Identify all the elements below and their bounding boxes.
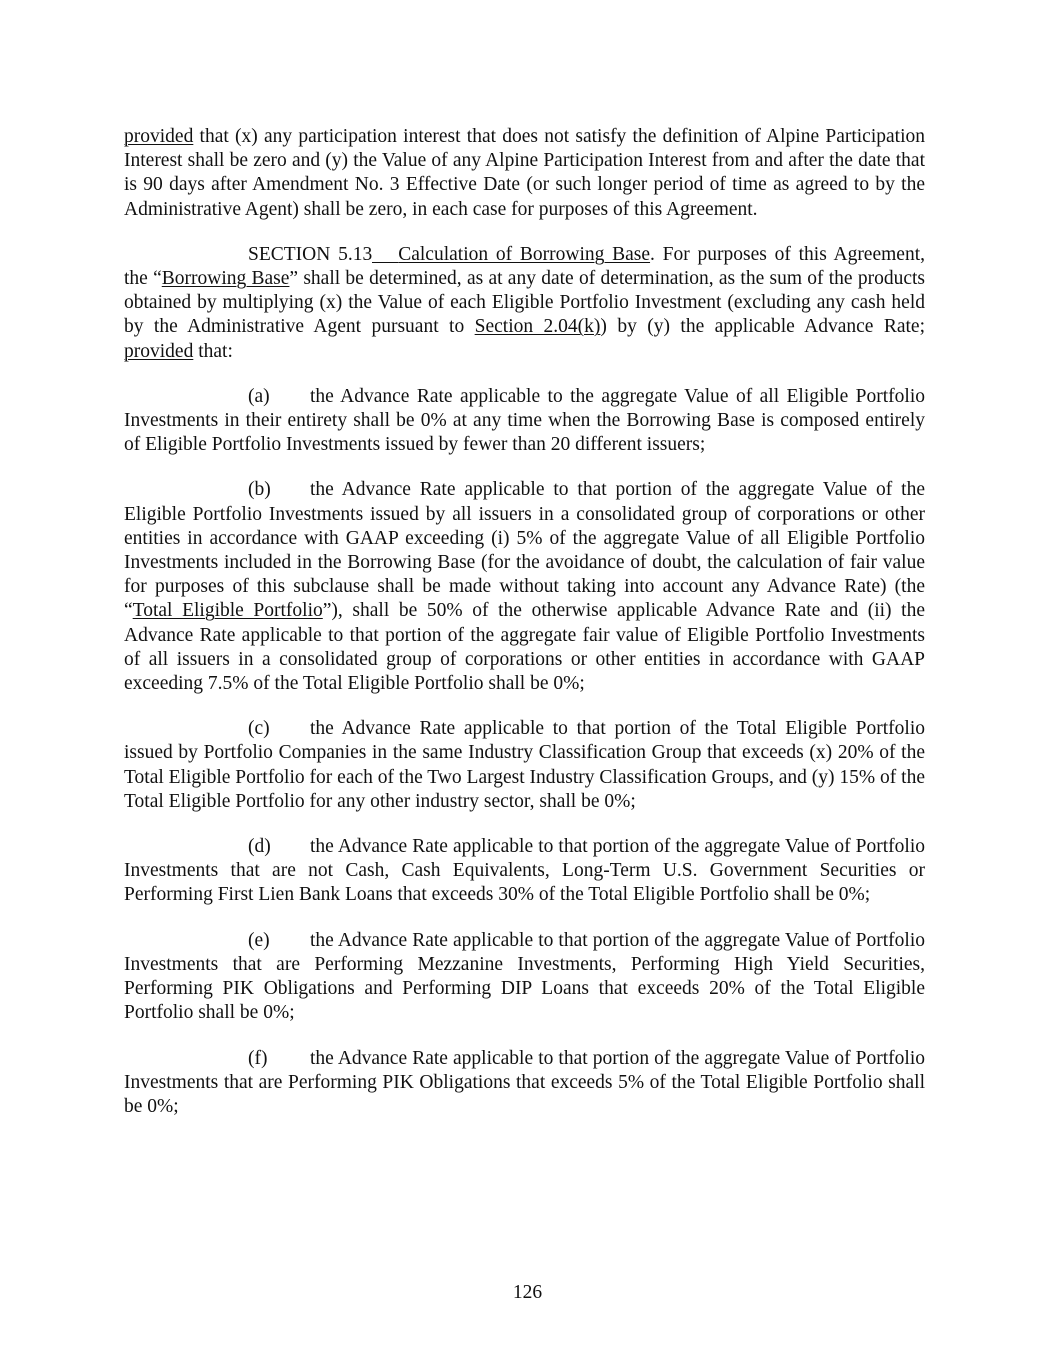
- intro-paragraph: [124, 125, 925, 222]
- section-text-3: ) by (y) the applicable Advance Rate;: [600, 316, 925, 338]
- total-eligible-portfolio-term: Total Eligible Portfolio: [132, 600, 323, 622]
- clause-label: (a): [248, 385, 270, 407]
- section-number: SECTION 5.13: [248, 243, 373, 265]
- section-text-2: ” shall be determined, as at any date of determination, as the sum of the products obtained by multiplying (x) the Value of each Eligible Portfolio Investment (excluding any cash held by the Administrative Agent pursuant to: [124, 268, 926, 338]
- clause-d: [124, 835, 925, 908]
- document-page: [124, 125, 925, 1140]
- page-number: 126: [512, 1282, 543, 1303]
- clause-f: [124, 1047, 925, 1120]
- section-5-13-paragraph: [124, 243, 925, 364]
- clause-b: [124, 478, 925, 696]
- provided-term: provided: [124, 126, 194, 147]
- clause-text: the Advance Rate applicable to that portion of the aggregate Value of Portfolio Investments that are Performing Mezzanine Investments, Performing High Yield Securities, Performing PIK Obligations and Performing DIP Loans that exceeds 20% of the Total Eligible Portfolio shall be 0%;: [124, 929, 925, 1024]
- clause-label: (d): [248, 836, 271, 858]
- clause-a: [124, 385, 925, 458]
- clause-text: the Advance Rate applicable to that portion of the aggregate Value of Portfolio Investments that are Performing PIK Obligations that exceeds 5% of the Total Eligible Portfolio shall be 0%;: [124, 1047, 925, 1117]
- clause-label: (f): [248, 1047, 268, 1069]
- clause-c: [124, 717, 925, 814]
- borrowing-base-term: Borrowing Base: [161, 268, 290, 290]
- clause-text-2: ”), shall be 50% of the otherwise applicable Advance Rate and (ii) the Advance Rate applicable to that portion of the aggregate fair value of Eligible Portfolio Investments of all issuers in a consolidated group of corporations or other entities in accordance with GAAP exceeding 7.5% of the Total Eligible Portfolio shall be 0%;: [124, 600, 925, 695]
- clause-e: [124, 929, 925, 1026]
- clause-label: (b): [248, 479, 271, 501]
- section-text-1: . For purposes of this Agreement, the “: [124, 243, 925, 290]
- clause-text-1: the Advance Rate applicable to that portion of the aggregate Value of the Eligible Portfolio Investments issued by all issuers in a consolidated group of corporations or other entities in accordance with GAAP exceeding (i) 5% of the aggregate Value of all Eligible Portfolio Investments included in the Borrowing Base (for the avoidance of doubt, the calculation of fair value for purposes of this subclause shall be made without taking into account any Advance Rate) (the “: [124, 479, 925, 622]
- provided-term: provided: [124, 340, 194, 362]
- clause-text: the Advance Rate applicable to the aggregate Value of all Eligible Portfolio Investments in their entirety shall be 0% at any time when the Borrowing Base is composed entirely of Eligible Portfolio Investments issued by fewer than 20 different issuers;: [124, 385, 925, 456]
- clause-label: (e): [248, 929, 270, 951]
- section-heading: Calculation of Borrowing Base: [398, 243, 651, 265]
- intro-text: that (x) any participation interest that does not satisfy the definition of Alpine Participation Interest shall be zero and (y) the Value of any Alpine Participation Interest from and after the date that is 90 days after Amendment No. 3 Effective Date (or such longer period of time as agreed to by the Administrative Agent) shall be zero, in each case for purposes of this Agreement.: [124, 126, 925, 220]
- section-cross-reference: Section 2.04(k): [474, 316, 601, 338]
- clause-label: (c): [248, 718, 270, 740]
- section-heading-gap: [372, 244, 398, 263]
- clause-text: the Advance Rate applicable to that portion of the Total Eligible Portfolio issued by Portfolio Companies in the same Industry Classification Group that exceeds (x) 20% of the Total Eligible Portfolio for each of the Two Largest Industry Classification Groups, and (y) 15% of the Total Eligible Portfolio for any other industry sector, shall be 0%;: [124, 718, 925, 812]
- section-text-4: that:: [193, 340, 233, 362]
- clause-text: the Advance Rate applicable to that portion of the aggregate Value of Portfolio Investments that are not Cash, Cash Equivalents, Long-Term U.S. Government Securities or Performing First Lien Bank Loans that exceeds 30% of the Total Eligible Portfolio shall be 0%;: [124, 836, 925, 906]
